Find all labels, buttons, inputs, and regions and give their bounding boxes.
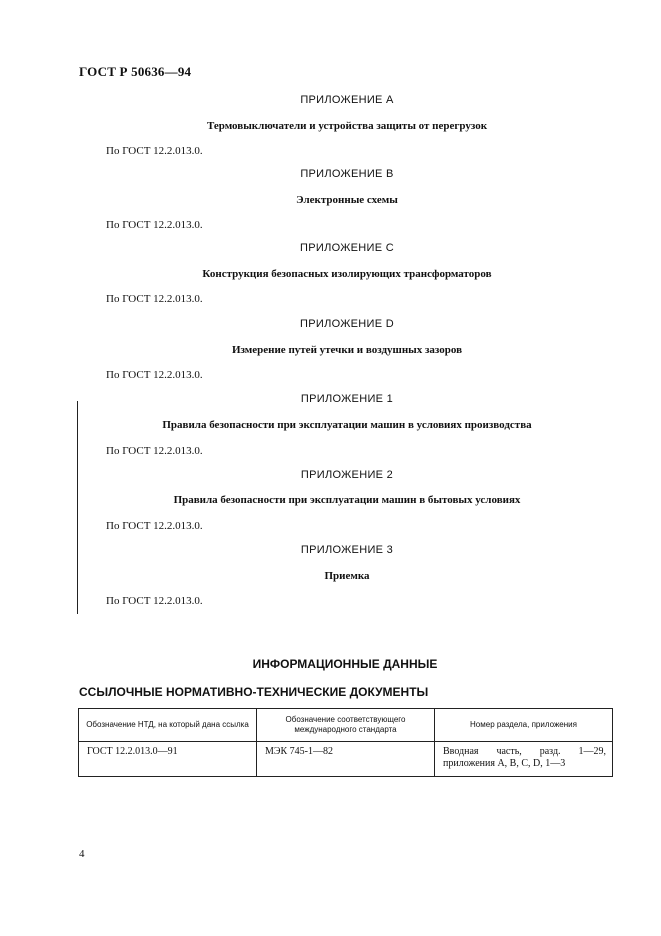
table-cell-ntd: ГОСТ 12.2.013.0—91 [79, 742, 257, 777]
revision-bar [77, 401, 78, 614]
column-header-international-standard: Обозначение соответствующего международного стандарта [257, 709, 435, 742]
annex-reference: По ГОСТ 12.2.013.0. [106, 219, 203, 231]
annex-label: ПРИЛОЖЕНИЕ 3 [300, 544, 394, 556]
annex-reference: По ГОСТ 12.2.013.0. [106, 445, 203, 457]
info-heading: ИНФОРМАЦИОННЫЕ ДАННЫЕ [252, 657, 438, 671]
standard-code: ГОСТ Р 50636—94 [79, 64, 192, 79]
annex-title: Термовыключатели и устройства защиты от перегрузок [206, 120, 488, 132]
annex-reference: По ГОСТ 12.2.013.0. [106, 595, 203, 607]
annex-title: Конструкция безопасных изолирующих трансформаторов [202, 268, 492, 280]
annex-title: Электронные схемы [296, 194, 398, 206]
annex-label: ПРИЛОЖЕНИЕ A [300, 94, 394, 106]
annex-title: Измерение путей утечки и воздушных зазоров [231, 344, 463, 356]
annex-label: ПРИЛОЖЕНИЕ D [300, 318, 394, 330]
annex-label: ПРИЛОЖЕНИЕ B [300, 168, 394, 180]
annex-reference: По ГОСТ 12.2.013.0. [106, 520, 203, 532]
annex-reference: По ГОСТ 12.2.013.0. [106, 145, 203, 157]
column-header-ntd: Обозначение НТД, на который дана ссылка [79, 709, 257, 742]
annex-label: ПРИЛОЖЕНИЕ 1 [300, 393, 394, 405]
table-row [79, 742, 613, 777]
table-cell-international-standard: МЭК 745-1—82 [257, 742, 435, 777]
annex-label: ПРИЛОЖЕНИЕ 2 [300, 469, 394, 481]
annex-title: Приемка [324, 570, 370, 582]
reference-docs-heading: ССЫЛОЧНЫЕ НОРМАТИВНО-ТЕХНИЧЕСКИЕ ДОКУМЕНТЫ [79, 685, 429, 699]
annex-reference: По ГОСТ 12.2.013.0. [106, 293, 203, 305]
reference-table [78, 708, 613, 777]
annex-reference: По ГОСТ 12.2.013.0. [106, 369, 203, 381]
annex-title: Правила безопасности при эксплуатации машин в условиях производства [162, 419, 532, 431]
annex-title: Правила безопасности при эксплуатации машин в бытовых условиях [173, 494, 521, 506]
annex-label: ПРИЛОЖЕНИЕ C [300, 242, 394, 254]
table-header-row [79, 709, 613, 742]
page-number: 4 [79, 848, 85, 860]
column-header-section-number: Номер раздела, приложения [435, 709, 613, 742]
table-cell-section-number: Вводная часть, разд. 1—29, приложения А, В, С, D, 1—3 [435, 742, 613, 777]
